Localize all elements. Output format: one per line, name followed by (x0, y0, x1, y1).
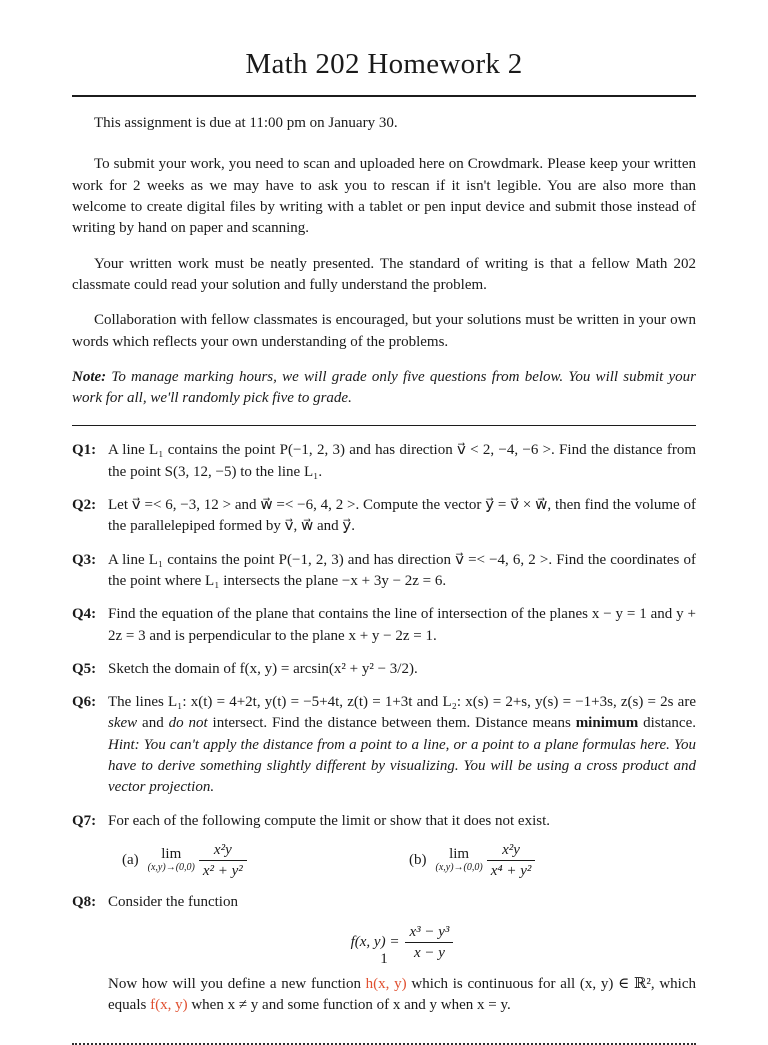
question-q6 (72, 692, 696, 798)
question-text: A line L₁ contains the point P(−1, 2, 3) and has direction v⃗ < 2, −4, −6 >. Find the distance from the point S(3, 12, −5) to the line L₁. (108, 442, 696, 480)
question-text (108, 694, 696, 795)
page-title: Math 202 Homework 2 (245, 48, 523, 80)
lim-word: lim (449, 846, 470, 863)
question-label: Q8: (72, 893, 97, 910)
submission-paragraph: To submit your work, you need to scan and uploaded here on Crowdmark. Please keep your written work for 2 weeks as we may have to ask you to rescan if it isn't legible. You are also more than welcome to create digital files by writing with a tablet or pen input device and submit those instead of writing by hand on paper and scanning. (72, 156, 696, 237)
question-q4 (72, 604, 696, 647)
fraction-numerator: x²y (487, 841, 536, 861)
limit-parts-row (108, 841, 696, 880)
title-rule (72, 95, 696, 97)
question-label: Q7: (72, 812, 97, 829)
fraction-denominator: x⁴ + y² (490, 862, 532, 879)
question-text: Sketch the domain of f(x, y) = arcsin(x² + y² − 3/2). (108, 660, 418, 677)
question-q1 (72, 440, 696, 483)
q6-text-2: and (137, 715, 169, 732)
question-q7 (72, 811, 696, 880)
q8-text-3: when x ≠ y and some function of x and y when x = y. (187, 997, 511, 1014)
page-number: 1 (380, 950, 388, 967)
fraction-numerator: x³ − y³ (405, 923, 453, 943)
q8-text-1: Now how will you define a new function (108, 976, 366, 993)
note-text: To manage marking hours, we will grade only five questions from below. You will submit your work for all, we'll randomly pick five to grade. (72, 368, 696, 407)
h-function-link[interactable]: h(x, y) (365, 976, 407, 993)
limit-operator (436, 847, 483, 873)
question-label: Q5: (72, 660, 97, 677)
question-q2 (72, 495, 696, 538)
q6-text-1: The lines L₁: x(t) = 4+2t, y(t) = −5+4t, z(t) = 1+3t and L₂: x(s) = 2+s, y(s) = −1+3s, z(s) = 2s are (108, 694, 696, 711)
questions-rule (72, 425, 696, 426)
equation-lhs: f(x, y) = (350, 934, 400, 951)
q6-skew-word: skew (108, 715, 138, 732)
question-text: A line L₁ contains the point P(−1, 2, 3) and has direction v⃗ =< −4, 6, 2 >. Find the coordinates of the point where L₁ intersects the plane −x + 3y − 2z = 6. (108, 551, 696, 589)
part-b-label: (b) (409, 851, 427, 868)
dotted-separator (72, 1043, 696, 1045)
lim-subscript: (x,y)→(0,0) (435, 862, 483, 874)
question-text: Let v⃗ =< 6, −3, 12 > and w⃗ =< −6, 4, 2 >. Compute the vector y⃗ = v⃗ × w⃗, then find the volume of the parallelepiped formed by v⃗, w⃗ and y⃗. (108, 497, 696, 535)
question-text: For each of the following compute the limit or show that it does not exist. (108, 812, 551, 829)
fraction (487, 841, 536, 880)
question-label: Q2: (72, 497, 97, 514)
question-q3 (72, 550, 696, 593)
q8-text-2: which is continuous for all (x, y) ∈ ℝ², which equals (108, 976, 696, 1014)
part-a-label: (a) (122, 851, 139, 868)
fraction-numerator: x²y (199, 841, 247, 861)
question-label: Q6: (72, 694, 97, 711)
q6-text-4: distance. (638, 715, 696, 732)
note-label: Note: (72, 368, 107, 385)
grading-note (72, 367, 696, 410)
q6-minimum-word: minimum (575, 715, 639, 732)
q6-hint-text: Hint: You can't apply the distance from a point to a line, or a point to a plane formulas here. You have to derive something slightly different by visualizing. You will be using a cross product and vector projection. (108, 736, 696, 796)
question-text: Find the equation of the plane that contains the line of intersection of the planes x − y = 1 and y + 2z = 3 and is perpendicular to the plane x + y − 2z = 1. (108, 606, 696, 644)
lim-subscript: (x,y)→(0,0) (147, 862, 195, 874)
question-label: Q4: (72, 606, 97, 623)
limit-part-b (409, 841, 696, 880)
question-label: Q1: (72, 442, 97, 459)
collaboration-paragraph: Collaboration with fellow classmates is encouraged, but your solutions must be written in your own words which reflects your own understanding of the problems. (72, 312, 696, 350)
fraction-denominator: x − y (413, 945, 445, 962)
question-q5 (72, 659, 696, 680)
lim-word: lim (161, 846, 182, 863)
q8-closing-text (108, 974, 696, 1017)
due-date-line: This assignment is due at 11:00 pm on January 30. (94, 115, 398, 132)
q6-donot-word: do not (168, 715, 208, 732)
limit-part-a (108, 841, 409, 880)
question-label: Q3: (72, 551, 97, 568)
limit-operator (148, 847, 195, 873)
fraction (199, 841, 247, 880)
q6-text-3: intersect. Find the distance between them. Distance means (207, 715, 576, 732)
question-text: Consider the function (108, 893, 238, 910)
presentation-paragraph: Your written work must be neatly presented. The standard of writing is that a fellow Math 202 classmate could read your solution and fully understand the problem. (72, 255, 696, 293)
fraction-denominator: x² + y² (202, 862, 243, 879)
f-function-link[interactable]: f(x, y) (150, 997, 188, 1014)
